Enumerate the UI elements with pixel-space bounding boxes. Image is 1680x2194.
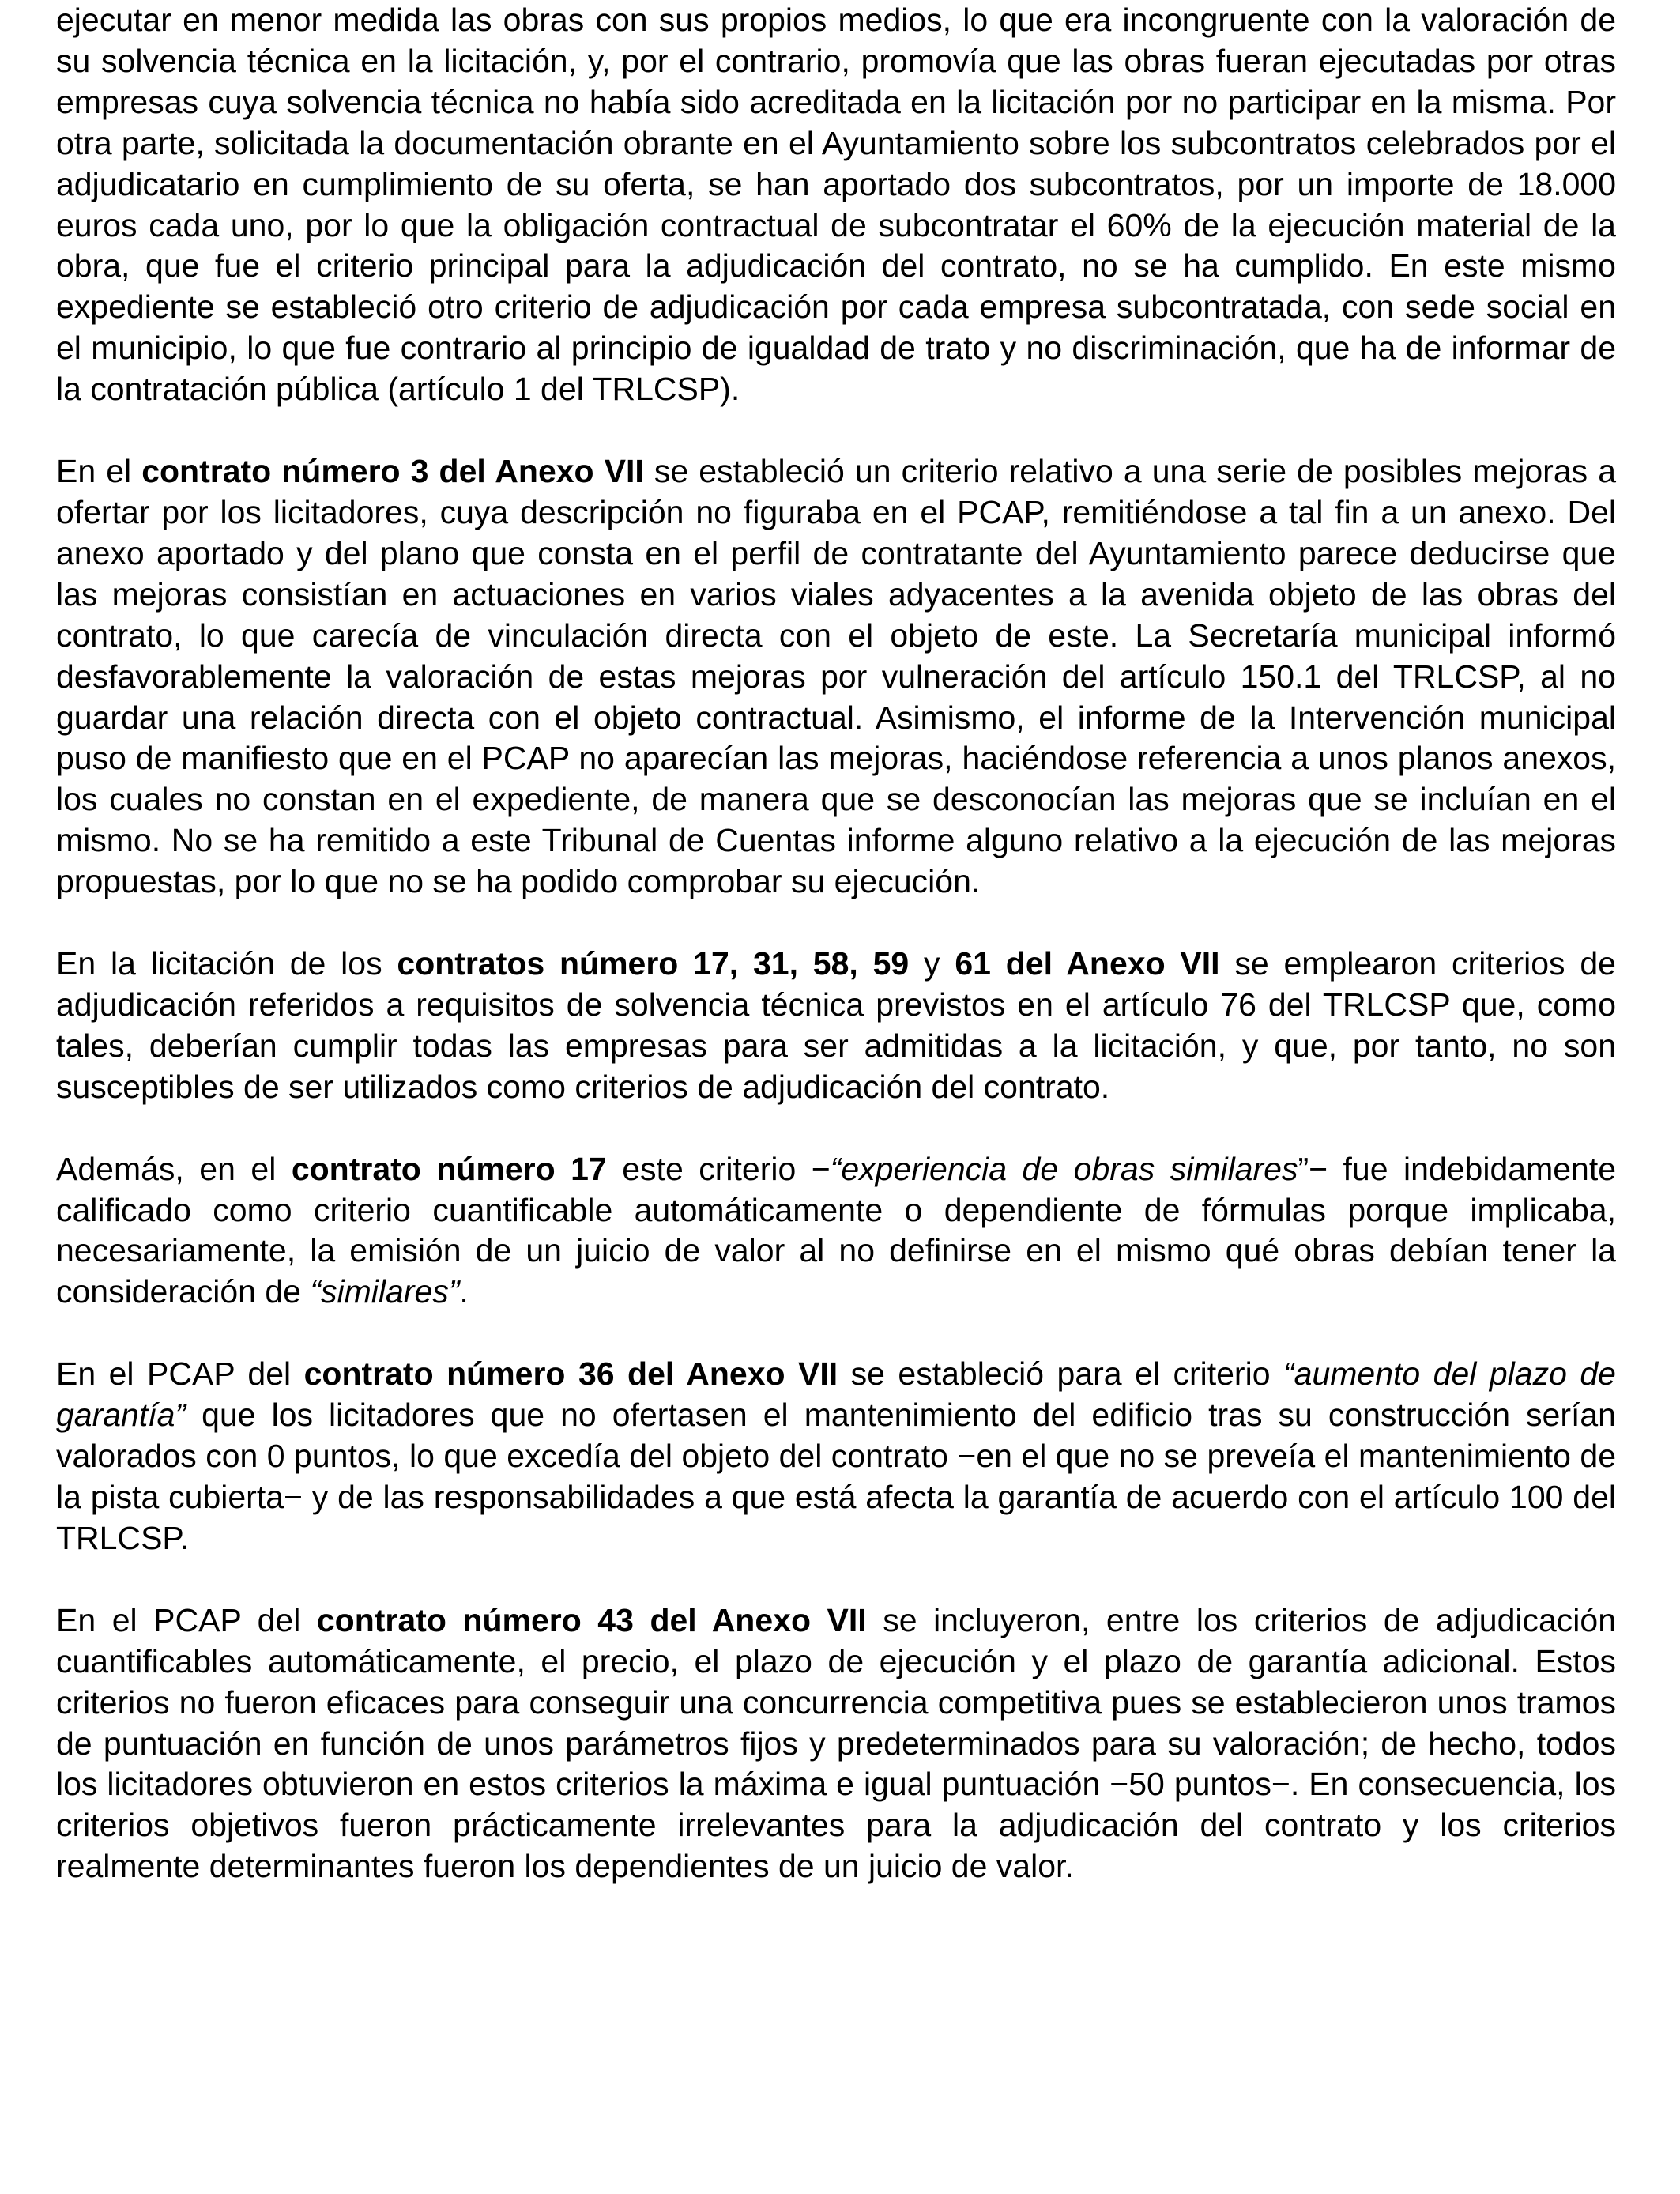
paragraph-text: En el PCAP del [56, 1355, 304, 1393]
contract-reference: contratos número 17, 31, 58, 59 [397, 945, 910, 982]
paragraph-text: ”− fue indebidamente calificado como criterio cuantificable automáticamente o dependiente de fórmulas porque implicaba, necesariamente, la emisión de un juicio de valor al no definirse en el mismo qué obras debían tener la consideración de [56, 1150, 1617, 1310]
paragraph-text: Además, en el [56, 1150, 292, 1187]
paragraph-subcontracting [56, 0, 1616, 410]
paragraph-contract-17 [56, 1149, 1616, 1314]
paragraph-contract-36 [56, 1354, 1616, 1559]
paragraph-text: se estableció un criterio relativo a una serie de posibles mejoras a ofertar por los licitadores, cuya descripción no figuraba en el PCAP, remitiéndose a tal fin a un anexo. Del anexo aportado y del plano que consta en el perfil de contratante del Ayuntamiento parece deducirse que las mejoras consistían en actuaciones en varios viales adyacentes a la avenida objeto de las obras del contrato, lo que carecía de vinculación directa con el objeto de este. La Secretaría municipal informó desfavorablemente la valoración de estas mejoras por vulneración del artículo 150.1 del TRLCSP, al no guardar una relación directa con el objeto contractual. Asimismo, el informe de la Intervención municipal puso de manifiesto que en el PCAP no aparecían las mejoras, haciéndose referencia a unos planos anexos, los cuales no constan en el expediente, de manera que se desconocían las mejoras que se incluían en el mismo. No se ha remitido a este Tribunal de Cuentas informe alguno relativo a la ejecución de las mejoras propuestas, por lo que no se ha podido comprobar su ejecución. [56, 453, 1616, 900]
paragraph-text: En la licitación de los [56, 945, 397, 982]
paragraph-contract-3 [56, 451, 1616, 903]
paragraph-text: y [909, 945, 955, 982]
contract-reference: contrato número 3 del Anexo VII [141, 453, 644, 490]
paragraph-text: En el [56, 453, 142, 490]
contract-reference: contrato número 17 [291, 1150, 607, 1187]
quoted-term: “similares” [310, 1273, 460, 1310]
document-page [56, 0, 1616, 1887]
quoted-criterion: “experiencia de obras similares [830, 1150, 1298, 1187]
paragraph-text: que los licitadores que no ofertasen el mantenimiento del edificio tras su construcción serían valorados con 0 puntos, lo que excedía del objeto del contrato −en el que no se preveía el mantenimiento de la pista cubierta− y de las responsabilidades a que está afecta la garantía de acuerdo con el artículo 100 del TRLCSP. [56, 1397, 1616, 1556]
paragraph-contract-43 [56, 1600, 1616, 1887]
contract-reference: 61 del Anexo VII [955, 945, 1220, 982]
contract-reference: contrato número 43 del Anexo VII [316, 1601, 867, 1638]
paragraph-text: se estableció para el criterio [838, 1355, 1283, 1393]
paragraph-text: En el PCAP del [56, 1601, 317, 1638]
quoted-criterion: “aumento del plazo de garantía” [56, 1355, 1616, 1434]
contract-reference: contrato número 36 del Anexo VII [303, 1355, 838, 1393]
paragraph-contracts-17-31-58-59-61 [56, 944, 1616, 1108]
paragraph-text: . [459, 1273, 469, 1310]
paragraph-text: ejecutar en menor medida las obras con sus propios medios, lo que era incongruente con la valoración de su solvencia técnica en la licitación, y, por el contrario, promovía que las obras fueran ejecutadas por otras empresas cuya solvencia técnica no había sido acreditada en la licitación por no participar en la misma. Por otra parte, solicitada la documentación obrante en el Ayuntamiento sobre los subcontratos celebrados por el adjudicatario en cumplimiento de su oferta, se han aportado dos subcontratos, por un importe de 18.000 euros cada uno, por lo que la obligación contractual de subcontratar el 60% de la ejecución material de la obra, que fue el criterio principal para la adjudicación del contrato, no se ha cumplido. En este mismo expediente se estableció otro criterio de adjudicación por cada empresa subcontratada, con sede social en el municipio, lo que fue contrario al principio de igualdad de trato y no discriminación, que ha de informar de la contratación pública (artículo 1 del TRLCSP). [56, 2, 1616, 408]
paragraph-text: se incluyeron, entre los criterios de adjudicación cuantificables automáticamente, el precio, el plazo de ejecución y el plazo de garantía adicional. Estos criterios no fueron eficaces para conseguir una concurrencia competitiva pues se establecieron unos tramos de puntuación en función de unos parámetros fijos y predeterminados para su valoración; de hecho, todos los licitadores obtuvieron en estos criterios la máxima e igual puntuación −50 puntos−. En consecuencia, los criterios objetivos fueron prácticamente irrelevantes para la adjudicación del contrato y los criterios realmente determinantes fueron los dependientes de un juicio de valor. [56, 1601, 1616, 1885]
paragraph-text: este criterio − [606, 1150, 831, 1187]
paragraph-text: se emplearon criterios de adjudicación referidos a requisitos de solvencia técnica previstos en el artículo 76 del TRLCSP que, como tales, deberían cumplir todas las empresas para ser admitidas a la licitación, y que, por tanto, no son susceptibles de ser utilizados como criterios de adjudicación del contrato. [56, 945, 1616, 1105]
